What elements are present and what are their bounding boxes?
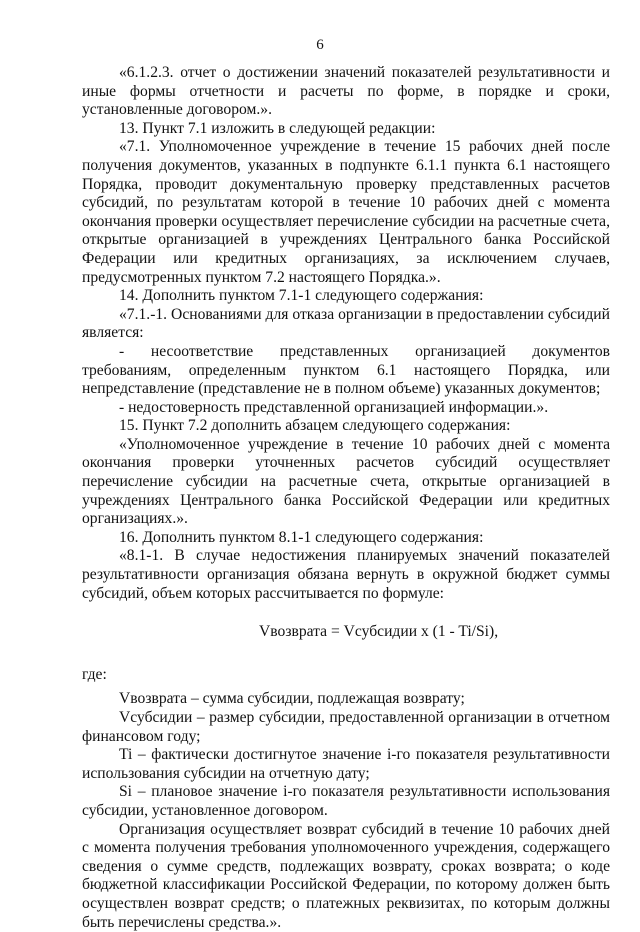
definition-ti: Ti – фактически достигнутое значение i-го показателя результативности использования субсидии на отчетную дату; bbox=[82, 746, 610, 782]
paragraph-6-1-2-3: «6.1.2.3. отчет о достижении значений показателей результативности и иные формы отчетности и расчеты по форме, в порядке и сроки, установленные договором.». bbox=[82, 64, 610, 119]
paragraph-8-1-1: «8.1-1. В случае недостижения планируемых значений показателей результативности организация обязана вернуть в окружной бюджет суммы субсидий, объем которых рассчитывается по формуле: bbox=[82, 547, 610, 602]
definition-v-subsidy: Vсубсидии – размер субсидии, предоставленной организации в отчетном финансовом году; bbox=[82, 709, 610, 745]
paragraph-item-13: 13. Пункт 7.1 изложить в следующей редакции: bbox=[119, 119, 436, 137]
paragraph-7-1: «7.1. Уполномоченное учреждение в течение 15 рабочих дней после получения документов, указанных в подпункте 6.1.1 пункта 6.1 настоящего Порядка, проводит документальную проверку представленных расчетов субсидий, по результатам которой в течение 10 рабочих дней с момента окончания проверки осуществляет перечисление субсидии на расчетные счета, открытые организацией в учреждениях Центрального банка Российской Федерации или кредитных организациях, за исключением случаев, предусмотренных пунктом 7.2 настоящего Порядка.». bbox=[82, 138, 610, 286]
definition-si: Si – плановое значение i-го показателя результативности использования субсидии, установленное договором. bbox=[82, 783, 610, 819]
paragraph-7-1-1: «7.1.-1. Основаниями для отказа организации в предоставлении субсидий является: bbox=[82, 305, 610, 342]
page-number: 6 bbox=[316, 37, 324, 53]
paragraph-item-16: 16. Дополнить пунктом 8.1-1 следующего содержания: bbox=[119, 528, 484, 546]
paragraph-7-2-addition: «Уполномоченное учреждение в течение 10 рабочих дней с момента окончания проверки уточненных расчетов субсидий осуществляет перечисление субсидии на расчетные счета, открытые организацией в учреждениях Центрального банка Российской Федерации или кредитных организациях.». bbox=[82, 435, 610, 528]
paragraph-item-14: 14. Дополнить пунктом 7.1-1 следующего содержания: bbox=[119, 287, 484, 305]
closing-paragraph: Организация осуществляет возврат субсидий в течение 10 рабочих дней с момента получения требования уполномоченного учреждения, содержащего сведения о сумме средств, подлежащих возврату, сроках возврата; о коде бюджетной классификации Российской Федерации, по которому должен быть осуществлен возврат средств; о платежных реквизитах, по которым должны быть перечислены средства.». bbox=[82, 820, 610, 931]
paragraph-refusal-reason-1: - несоответствие представленных организацией документов требованиям, определенным пунктом 6.1 настоящего Порядка, или непредставление (представление не в полном объеме) указанных документов; bbox=[82, 342, 610, 398]
where-label: где: bbox=[82, 665, 107, 683]
definition-v-return: Vвозврата – сумма субсидии, подлежащая возврату; bbox=[119, 690, 465, 708]
paragraph-refusal-reason-2: - недостоверность представленной организацией информации.». bbox=[119, 398, 549, 416]
refund-formula: Vвозврата = Vсубсидии x (1 - Ti/Si), bbox=[259, 623, 499, 641]
document-body bbox=[82, 64, 610, 932]
paragraph-item-15: 15. Пункт 7.2 дополнить абзацем следующего содержания: bbox=[119, 417, 511, 435]
